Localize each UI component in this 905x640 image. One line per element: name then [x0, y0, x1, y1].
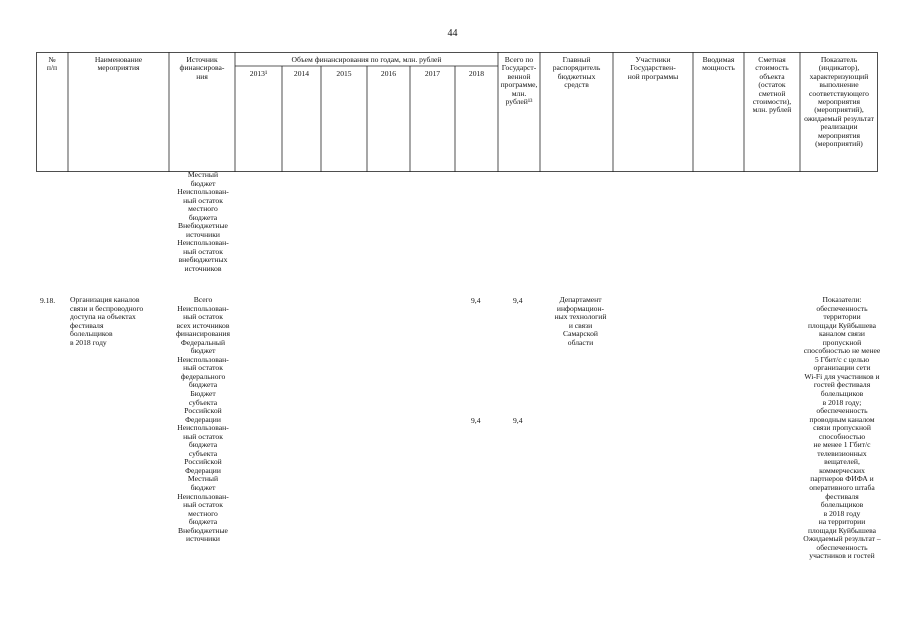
header-name: Наименование мероприятия [94, 55, 143, 73]
header-year-2014: 2014 [293, 69, 310, 78]
header-no: № п/п [46, 55, 58, 73]
header-year-2017: 2017 [424, 69, 441, 78]
total-program-value: 9,4 [513, 296, 523, 305]
row-indicator: Показатели: обеспеченность территории площади Куйбышева каналом связи пропускной способностью не менее 5 Гбит/с с целью организации сети Wi-Fi для участников и гостей фестиваля болельщиков в 2018 году; обеспеченность проводным каналом связи пропускной способностью не менее 1 Гбит/с телевизионных вещателей, коммерческих партнеров ФИФА и оперативного штаба фестиваля болельщиков в 2018 году на территории площади Куйбышева Ожидаемый результат – обеспеченность участников и гостей [803, 295, 881, 561]
continuation-sources: Местный бюджет Неиспользован- ный остаток местного бюджета Внебюджетные источники Неиспользован- ный остаток внебюджетных источников [177, 170, 229, 274]
header-year-2013: 2013¹ [249, 69, 268, 78]
regional-2018-value: 9,4 [471, 416, 481, 425]
row-number: 9.18. [40, 296, 56, 305]
header-participants: Участники Государствен- ной программы [627, 55, 679, 81]
header-source: Источник финансирова- ния [179, 55, 225, 81]
row-sources: Всего Неиспользован- ный остаток всех источников финансирования Федеральный бюджет Неиспользован- ный остаток федерального бюджета Бюджет субъекта Российской Федерации Неиспользован- ный остаток бюджета субъекта Российской Федерации Местный бюджет Неиспользован- ный остаток местного бюджета Внебюджетные источники [176, 295, 230, 544]
regional-program-value: 9,4 [513, 416, 523, 425]
header-estimated-cost: Сметная стоимость объекта (остаток сметной стоимости), млн. рублей [752, 55, 792, 115]
header-indicator: Показатель (индикатор), характеризующий выполнение соответствующего мероприятия (мероприятий), ожидаемый результат реализации мероприятия (мероприятий) [804, 55, 874, 149]
header-year-2016: 2016 [380, 69, 397, 78]
row-name: Организация каналов связи и беспроводного доступа на объектах фестиваля болельщиков в 2018 году [70, 295, 144, 347]
header-manager: Главный распорядитель бюджетных средств [552, 55, 601, 90]
row-manager: Департамент информацион- ных технологий и связи Самарской области [554, 295, 607, 347]
table-header [36, 52, 878, 172]
header-year-2015: 2015 [336, 69, 352, 78]
header-funding-group: Объем финансирования по годам, млн. рублей [291, 55, 442, 64]
header-total: Всего по Государст- венной программе, млн. рублей¹³ [500, 55, 538, 107]
header-capacity: Вводимая мощность [702, 55, 735, 73]
page-number: 44 [447, 28, 458, 39]
header-year-2018: 2018 [468, 69, 485, 78]
total-2018-value: 9,4 [471, 296, 481, 305]
